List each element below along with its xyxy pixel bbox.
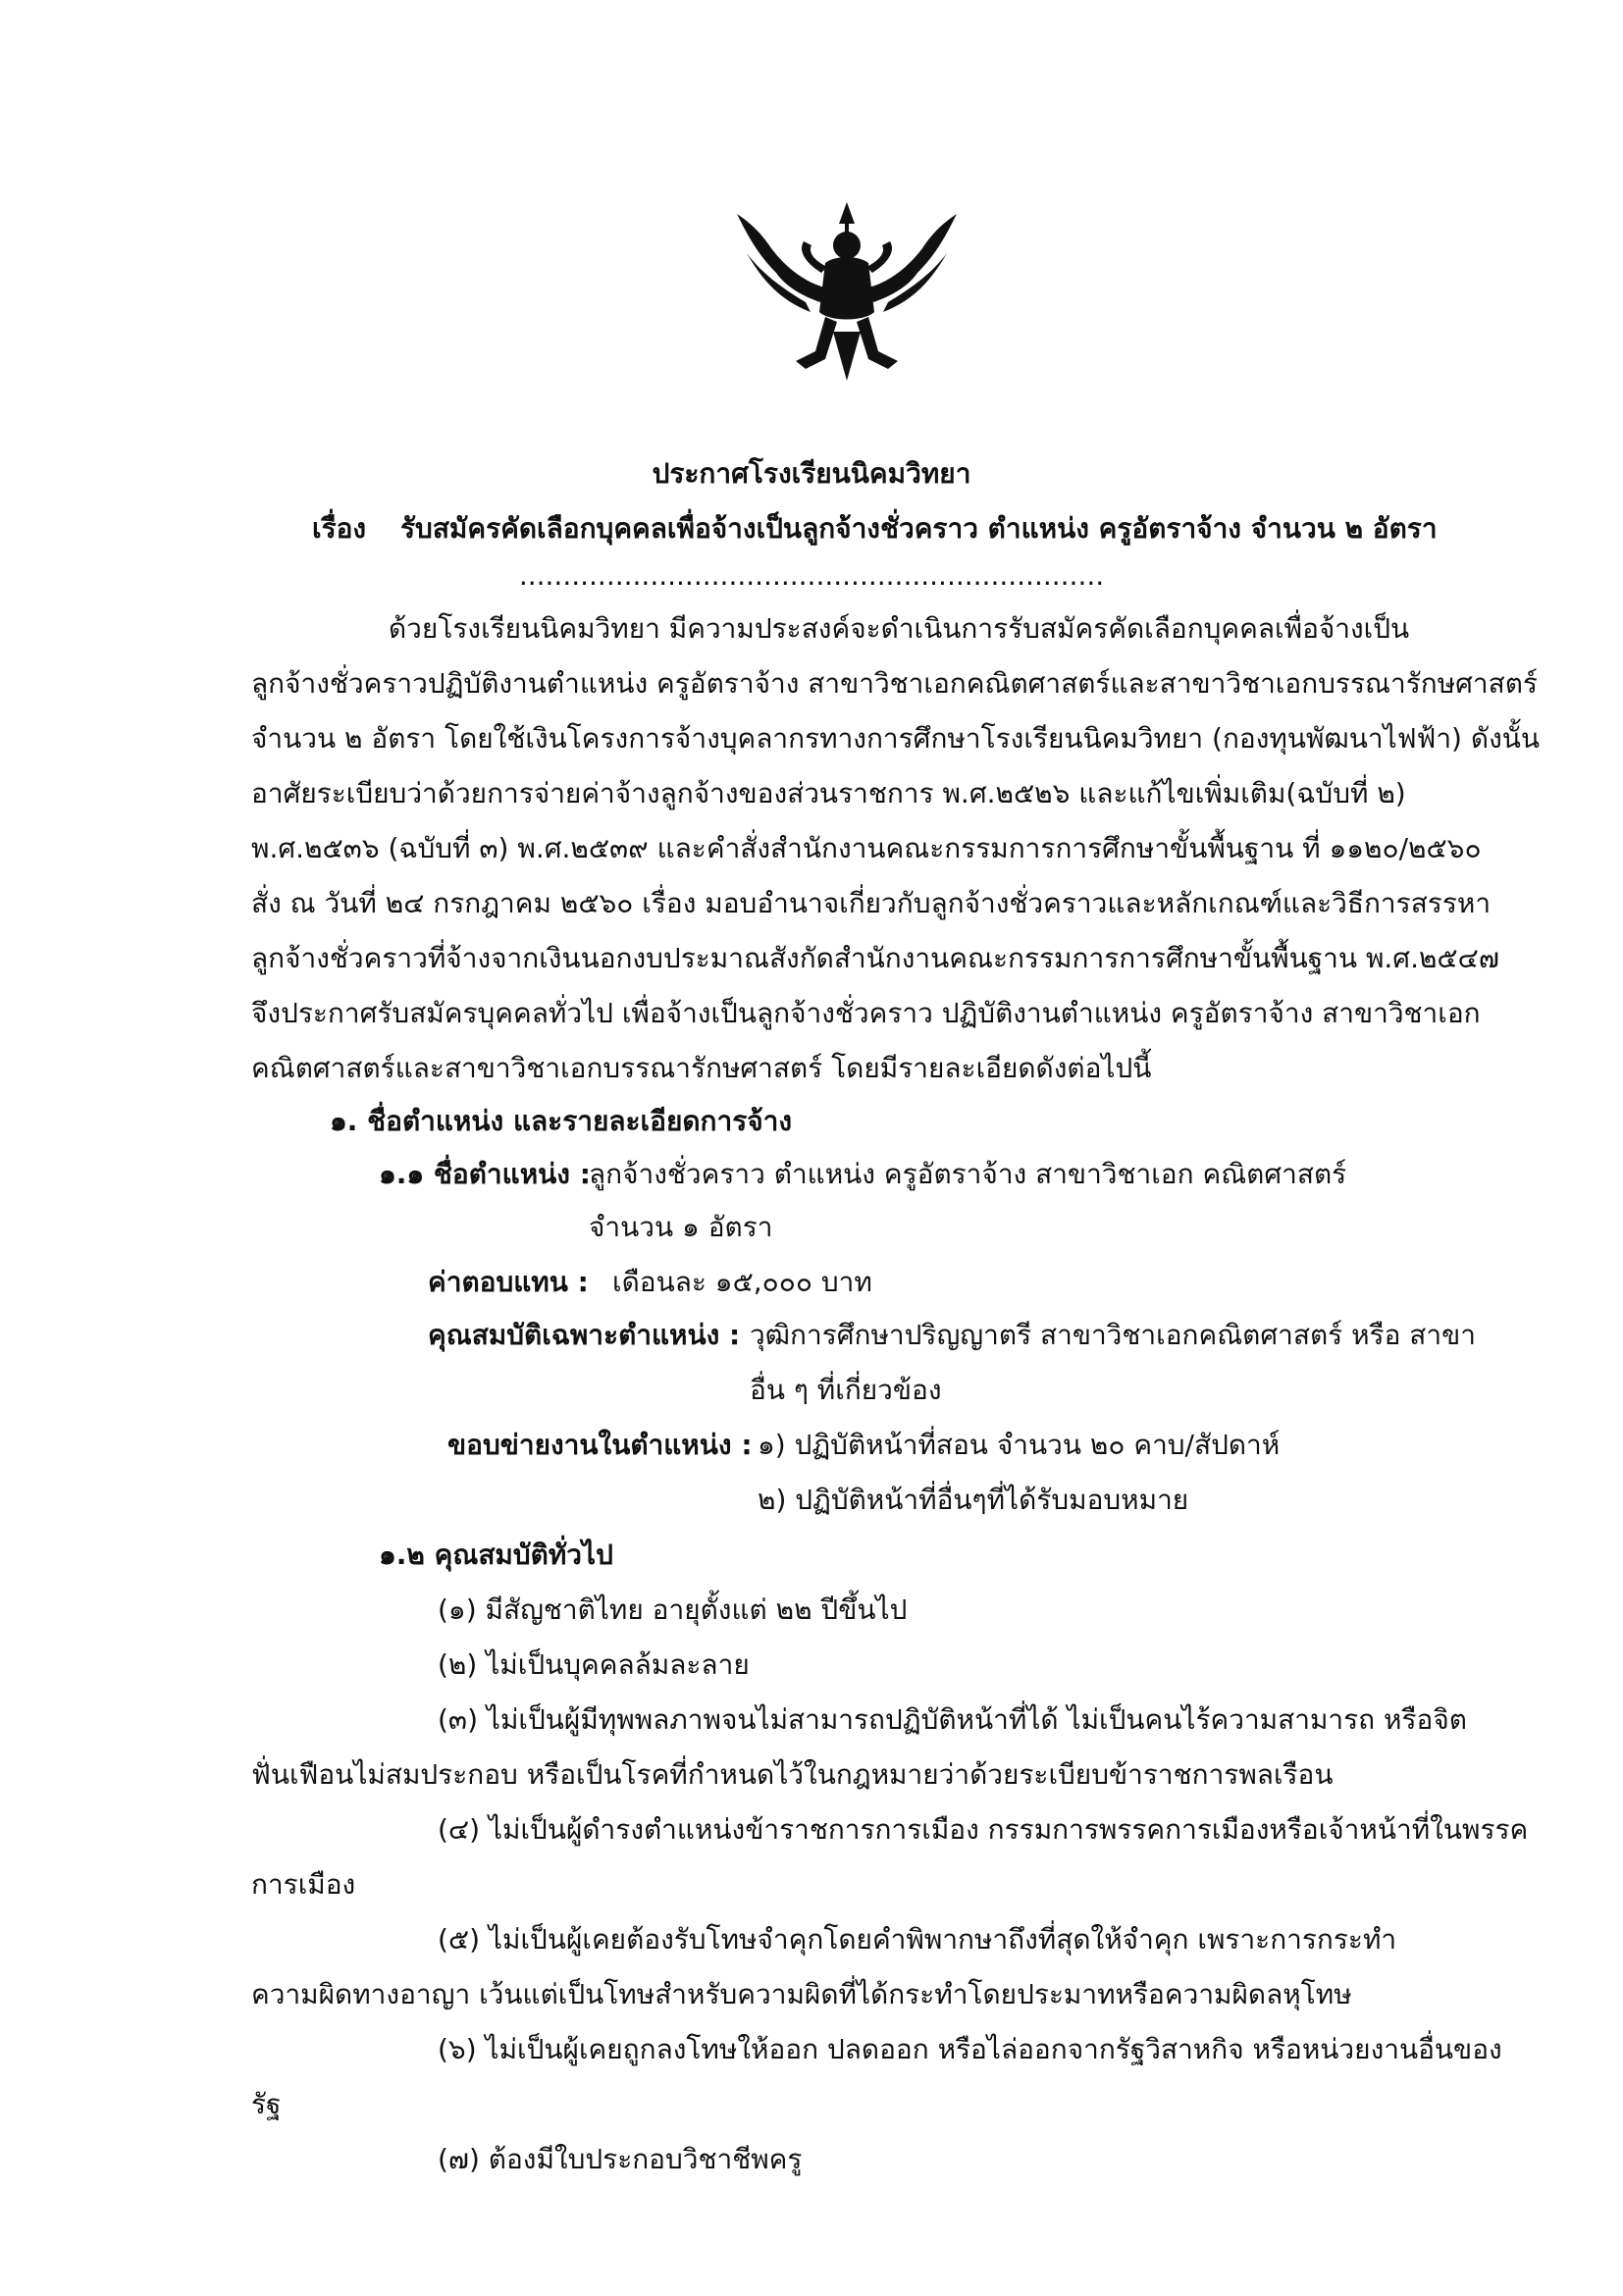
garuda-emblem [727,194,967,391]
qualification-item-7: (๗) ต้องมีใบประกอบวิชาชีพครู [438,2143,803,2175]
subject-text: รับสมัครคัดเลือกบุคคลเพื่อจ้างเป็นลูกจ้างชั่วคราว ตำแหน่ง ครูอัตราจ้าง จำนวน ๒ อัตรา [400,512,1438,545]
intro-line-3: จำนวน ๒ อัตรา โดยใช้เงินโครงการจ้างบุคลากรทางการศึกษาโรงเรียนนิคมวิทยา (กองทุนพัฒนาไฟฟ้า) ดังนั้น [251,722,1541,755]
intro-line-5: พ.ศ.๒๕๓๖ (ฉบับที่ ๓) พ.ศ.๒๕๓๙ และคำสั่งสำนักงานคณะกรรมการการศึกษาขั้นพื้นฐาน ที่ ๑๑๒๐/๒๕๖๐ [251,832,1482,864]
subject-label: เรื่อง [312,512,367,545]
job-scope-value-2: ๒) ปฏิบัติหน้าที่อื่นๆที่ได้รับมอบหมาย [758,1484,1189,1516]
intro-line-4: อาศัยระเบียบว่าด้วยการจ่ายค่าจ้างลูกจ้างของส่วนราชการ พ.ศ.๒๕๒๖ และแก้ไขเพิ่มเติม(ฉบับที่ ๒) [251,777,1406,809]
intro-line-8: จึงประกาศรับสมัครบุคคลทั่วไป เพื่อจ้างเป็นลูกจ้างชั่วคราว ปฏิบัติงานตำแหน่ง ครูอัตราจ้าง สาขาวิชาเอก [251,997,1481,1029]
job-scope-label: ขอบข่ายงานในตำแหน่ง : [447,1429,753,1461]
intro-line-2: ลูกจ้างชั่วคราวปฏิบัติงานตำแหน่ง ครูอัตราจ้าง สาขาวิชาเอกคณิตศาสตร์และสาขาวิชาเอกบรรณารักษศาสตร์ [251,667,1538,700]
position-count-value: จำนวน ๑ อัตรา [589,1211,773,1243]
qualification-item-2: (๒) ไม่เป็นบุคคลล้มละลาย [438,1648,750,1681]
intro-line-7: ลูกจ้างชั่วคราวที่จ้างจากเงินนอกงบประมาณสังกัดสำนักงานคณะกรรมการการศึกษาขั้นพื้นฐาน พ.ศ.๒๕๔๗ [251,942,1499,974]
qualification-item-4: (๔) ไม่เป็นผู้ดำรงตำแหน่งข้าราชการการเมือง กรรมการพรรคการเมืองหรือเจ้าหน้าที่ในพรรค [438,1813,1529,1846]
announcement-title: ประกาศโรงเรียนนิคมวิทยา [652,457,971,490]
general-qualifications-heading: ๑.๒ คุณสมบัติทั่วไป [379,1539,613,1571]
qualification-item-6: (๖) ไม่เป็นผู้เคยถูกลงโทษให้ออก ปลดออก หรือไล่ออกจากรัฐวิสาหกิจ หรือหน่วยงานอื่นของ [438,2033,1502,2065]
qualification-item-5-cont: ความผิดทางอาญา เว้นแต่เป็นโทษสำหรับความผิดที่ได้กระทำโดยประมาทหรือความผิดลหุโทษ [251,1978,1352,2010]
qualification-item-3: (๓) ไม่เป็นผู้มีทุพพลภาพจนไม่สามารถปฏิบัติหน้าที่ได้ ไม่เป็นคนไร้ความสามารถ หรือจิต [438,1703,1467,1736]
qualification-item-5: (๕) ไม่เป็นผู้เคยต้องรับโทษจำคุกโดยคำพิพากษาถึงที่สุดให้จำคุก เพราะการกระทำ [438,1923,1397,1956]
pay-label: ค่าตอบแทน : [428,1266,589,1298]
qualification-value-2: อื่น ๆ ที่เกี่ยวข้อง [750,1374,942,1406]
intro-line-1: ด้วยโรงเรียนนิคมวิทยา มีความประสงค์จะดำเนินการรับสมัครคัดเลือกบุคคลเพื่อจ้างเป็น [389,612,1410,645]
qualification-value-1: วุฒิการศึกษาปริญญาตรี สาขาวิชาเอกคณิตศาสตร์ หรือ สาขา [750,1319,1476,1351]
intro-line-9: คณิตศาสตร์และสาขาวิชาเอกบรรณารักษศาสตร์ โดยมีรายละเอียดดังต่อไปนี้ [251,1052,1152,1084]
qualification-item-6-cont: รัฐ [251,2088,282,2120]
qualification-item-4-cont: การเมือง [251,1868,356,1901]
qualification-item-3-cont: ฟั่นเฟือนไม่สมประกอบ หรือเป็นโรคที่กำหนดไว้ในกฎหมายว่าด้วยระเบียบข้าราชการพลเรือน [251,1758,1334,1791]
job-scope-value-1: ๑) ปฏิบัติหน้าที่สอน จำนวน ๒๐ คาบ/สัปดาห์ [758,1429,1281,1461]
qualification-item-1: (๑) มีสัญชาติไทย อายุตั้งแต่ ๒๒ ปีขึ้นไป [438,1593,908,1626]
section-1-heading: ๑. ชื่อตำแหน่ง และรายละเอียดการจ้าง [330,1105,793,1137]
qualification-label: คุณสมบัติเฉพาะตำแหน่ง : [428,1319,741,1351]
title-divider: ................................................................... [518,559,1105,592]
position-name-value: ลูกจ้างชั่วคราว ตำแหน่ง ครูอัตราจ้าง สาขาวิชาเอก คณิตศาสตร์ [589,1158,1347,1190]
position-name-label: ๑.๑ ชื่อตำแหน่ง : [379,1158,591,1190]
intro-line-6: สั่ง ณ วันที่ ๒๔ กรกฎาคม ๒๕๖๐ เรื่อง มอบอำนาจเกี่ยวกับลูกจ้างชั่วคราวและหลักเกณฑ์และวิธีการสรรหา [251,887,1492,919]
pay-value: เดือนละ ๑๕,๐๐๐ บาท [612,1266,872,1298]
